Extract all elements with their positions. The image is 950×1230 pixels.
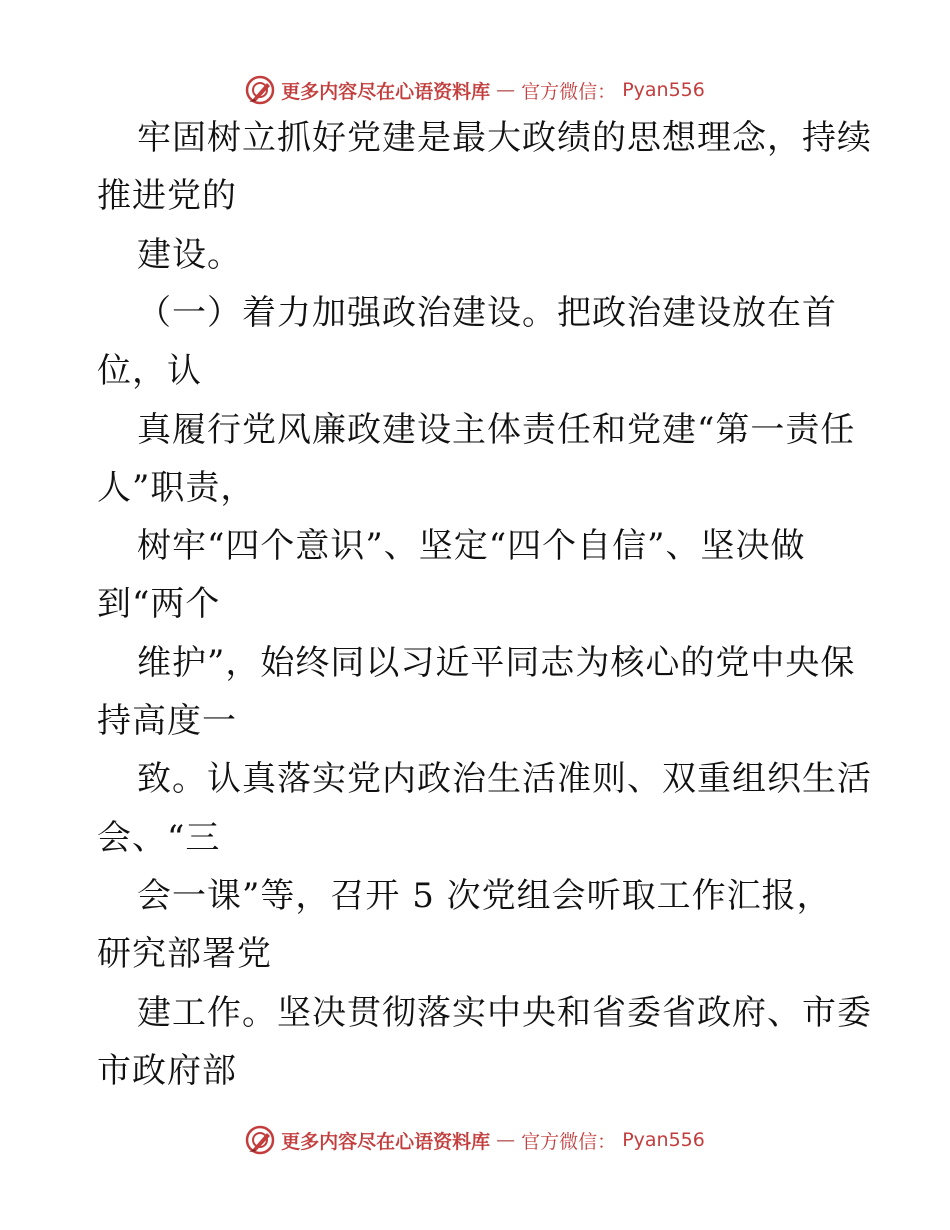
watermark-account-id: Pyan556 (622, 1129, 705, 1151)
watermark-account-label: 官方微信： (521, 80, 617, 103)
watermark-separator: — (496, 79, 516, 101)
text-line: 建设。 (137, 235, 242, 275)
text-line: 树牢“四个意识”、坚定“四个自信”、坚决做 (137, 526, 806, 566)
text-line: （一）着力加强政治建设。把政治建设放在首 (137, 293, 837, 333)
text-line: 真履行党风廉政建设主体责任和党建“第一责任 (137, 410, 856, 450)
text-line: 建工作。坚决贯彻落实中央和省委省政府、市委 (137, 993, 872, 1033)
watermark-title: 更多内容尽在心语资料库 (281, 1130, 491, 1153)
footer-watermark (0, 1120, 950, 1160)
text-line: 会一课”等，召开 5 次党组会听取工作汇报， (137, 876, 832, 916)
text-line: 维护”，始终同以习近平同志为核心的党中央保 (137, 643, 856, 683)
text-line: 市政府部 (97, 1051, 237, 1091)
header-watermark (0, 70, 950, 110)
watermark-account-label: 官方微信： (521, 1130, 617, 1153)
text-line: 人”职责， (97, 468, 256, 508)
watermark-title: 更多内容尽在心语资料库 (281, 80, 491, 103)
text-line: 持高度一 (97, 701, 237, 741)
pen-logo-icon (245, 1125, 275, 1155)
pen-logo-icon (245, 75, 275, 105)
text-line: 到“两个 (97, 584, 221, 624)
text-line: 位，认 (97, 351, 202, 391)
watermark-account-id: Pyan556 (622, 79, 705, 101)
watermark-separator: — (496, 1129, 516, 1151)
text-line: 牢固树立抓好党建是最大政绩的思想理念，持续 (137, 118, 872, 158)
text-line: 会、“三 (97, 818, 221, 858)
text-line: 致。认真落实党内政治生活准则、双重组织生活 (137, 759, 872, 799)
text-line: 推进党的 (97, 176, 237, 216)
text-line: 研究部署党 (97, 934, 272, 974)
